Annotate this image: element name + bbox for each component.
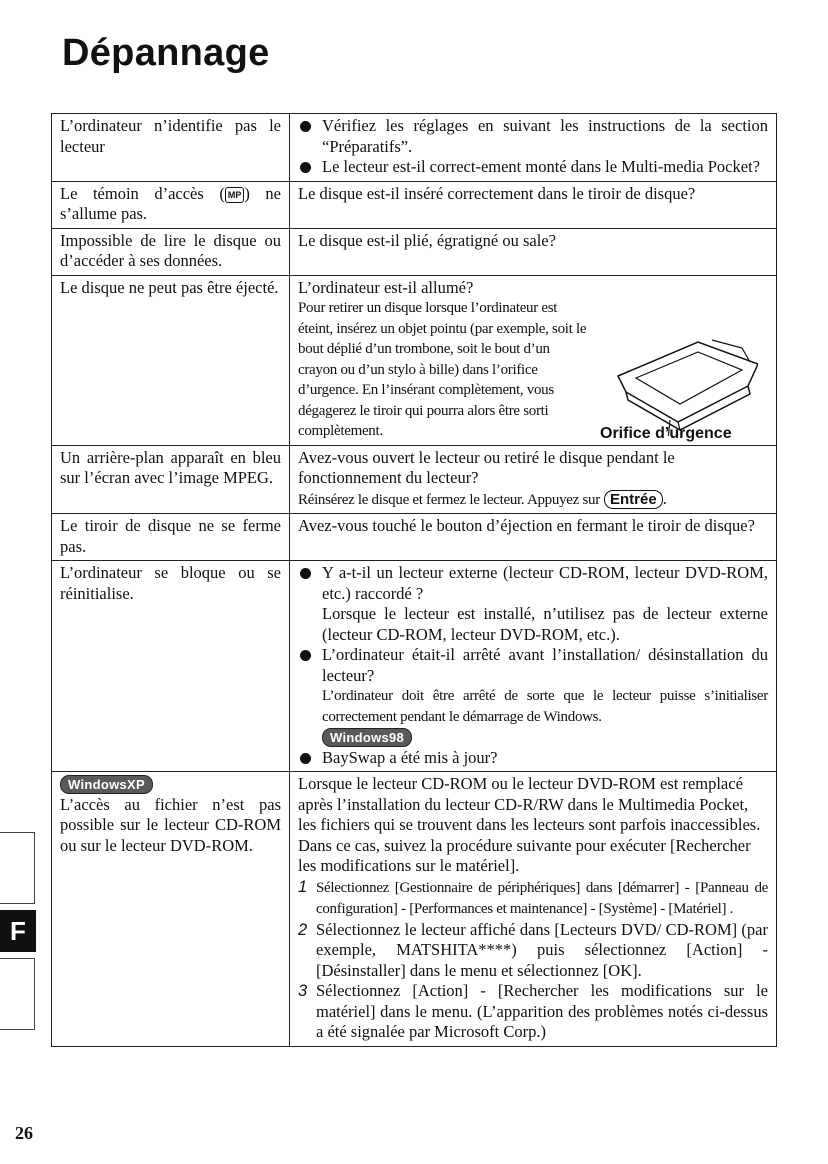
table-row	[52, 228, 777, 275]
solution-line: Réinsérez le disque et fermez le lecteur. Appuyez sur	[298, 491, 600, 508]
bullet-icon	[300, 121, 311, 132]
drive-illustration	[598, 298, 768, 442]
bullet-icon	[300, 162, 311, 173]
bullet-icon	[300, 650, 311, 661]
solution-cell	[290, 772, 777, 1047]
solution-line: L’ordinateur est-il allumé?	[298, 277, 474, 297]
table-row	[52, 114, 777, 182]
list-item: Y a-t-il un lecteur externe (lecteur CD-ROM, lecteur DVD-ROM, etc.) raccordé ? Lorsque le lecteur est installé, n’utilisez pas de lecteur externe (lecteur CD-ROM, lecteur DVD-ROM, etc.).	[298, 563, 768, 645]
solution-paragraph: Dans ce cas, suivez la procédure suivante pour exécuter [Rechercher les modifications sur le matériel].	[298, 835, 751, 875]
side-tab	[0, 832, 35, 904]
list-item: BaySwap a été mis à jour?	[298, 748, 768, 769]
emergency-hole-label: Orifice d’urgence	[600, 425, 732, 442]
drive-tray-icon	[608, 336, 758, 436]
page-number: 26	[15, 1123, 33, 1143]
problem-cell: WindowsXP L’accès au fichier n’est pas possible sur le lecteur CD-ROM ou sur le lecteur DVD-ROM.	[52, 772, 290, 1047]
problem-cell: Le témoin d’accès ( MP ) ne s’allume pas.	[52, 181, 290, 228]
list-item: Le lecteur est-il correct-ement monté dans le Multi-media Pocket?	[298, 157, 768, 178]
problem-cell: Le tiroir de disque ne se ferme pas.	[52, 514, 290, 561]
table-row	[52, 561, 777, 772]
troubleshooting-table	[51, 113, 777, 1047]
solution-paragraph: Lorsque le lecteur CD-ROM ou le lecteur DVD-ROM est remplacé après l’installation du lecteur CD-R/RW dans le Multimedia Pocket, les fichiers qui se trouvent dans les lecteurs sont parfois inaccessibles.	[298, 774, 761, 834]
table-row	[52, 445, 777, 514]
solution-cell: Le disque est-il inséré correctement dans le tiroir de disque?	[290, 181, 777, 228]
bullet-icon	[300, 753, 311, 764]
problem-cell: Un arrière-plan apparaît en bleu sur l’écran avec l’image MPEG.	[52, 445, 290, 514]
solution-cell: Avez-vous ouvert le lecteur ou retiré le disque pendant le fonctionnement du lecteur? Réinsérez le disque et fermez le lecteur. Appuyez sur Entrée .	[290, 445, 777, 514]
list-item: L’ordinateur était-il arrêté avant l’installation/ désinstallation du lecteur? L’ordinateur doit être arrêté de sorte que le lecteur puisse s’initialiser correctement pendant le démarrage de Windows. Windows98	[298, 645, 768, 748]
solution-cell	[290, 114, 777, 182]
page-title: Dépannage	[62, 32, 270, 74]
step-item: 1 Sélectionnez [Gestionnaire de périphériques] dans [démarrer] - [Panneau de configuration] - [Performances et maintenance] - [Système] - [Matériel] .	[298, 877, 768, 917]
enter-key-icon: Entrée	[604, 490, 663, 509]
solution-line: Avez-vous ouvert le lecteur ou retiré le disque pendant le fonctionnement du lecteur?	[298, 447, 675, 487]
table-row	[52, 275, 777, 445]
table-row	[52, 181, 777, 228]
problem-cell: L’ordinateur n’identifie pas le lecteur	[52, 114, 290, 182]
solution-cell: Le disque est-il plié, égratigné ou sale?	[290, 228, 777, 275]
bullet-icon	[300, 568, 311, 579]
procedure-steps	[298, 877, 768, 1043]
problem-cell: Impossible de lire le disque ou d’accéder à ses données.	[52, 228, 290, 275]
table-row	[52, 772, 777, 1047]
windowsxp-badge: WindowsXP	[60, 775, 153, 794]
solution-cell: Avez-vous touché le bouton d’éjection en fermant le tiroir de disque?	[290, 514, 777, 561]
step-item: 2 Sélectionnez le lecteur affiché dans [Lecteurs DVD/ CD-ROM] (par exemple, MATSHITA****) puis sélectionnez [Action] - [Désinstaller] dans le menu et sélectionnez [OK].	[298, 919, 768, 980]
step-item: 3 Sélectionnez [Action] - [Rechercher les modifications sur le matériel] dans le menu. (L’apparition des problèmes notés ci-dessus a été signalée par Microsoft Corp.)	[298, 981, 768, 1041]
windows98-badge: Windows98	[322, 728, 412, 747]
eject-instructions: Pour retirer un disque lorsque l’ordinateur est éteint, insérez un objet pointu (par exemple, soit le bout déplié d’un trombone, soit le bout d’un crayon ou d’un stylo à bille) dans l’orifice d’urgence. En l’insérant complètement, vous dégagerez le tiroir qui pourra alors être sorti complètement.	[298, 300, 587, 439]
list-item: Vérifiez les réglages en suivant les instructions de la section “Préparatifs”.	[298, 116, 768, 157]
problem-cell: L’ordinateur se bloque ou se réinitialise.	[52, 561, 290, 772]
side-tab	[0, 958, 35, 1030]
solution-cell	[290, 275, 777, 445]
mp-indicator-icon: MP	[225, 187, 245, 203]
table-row	[52, 514, 777, 561]
language-tab: F	[0, 910, 36, 952]
problem-cell: Le disque ne peut pas être éjecté.	[52, 275, 290, 445]
solution-cell	[290, 561, 777, 772]
